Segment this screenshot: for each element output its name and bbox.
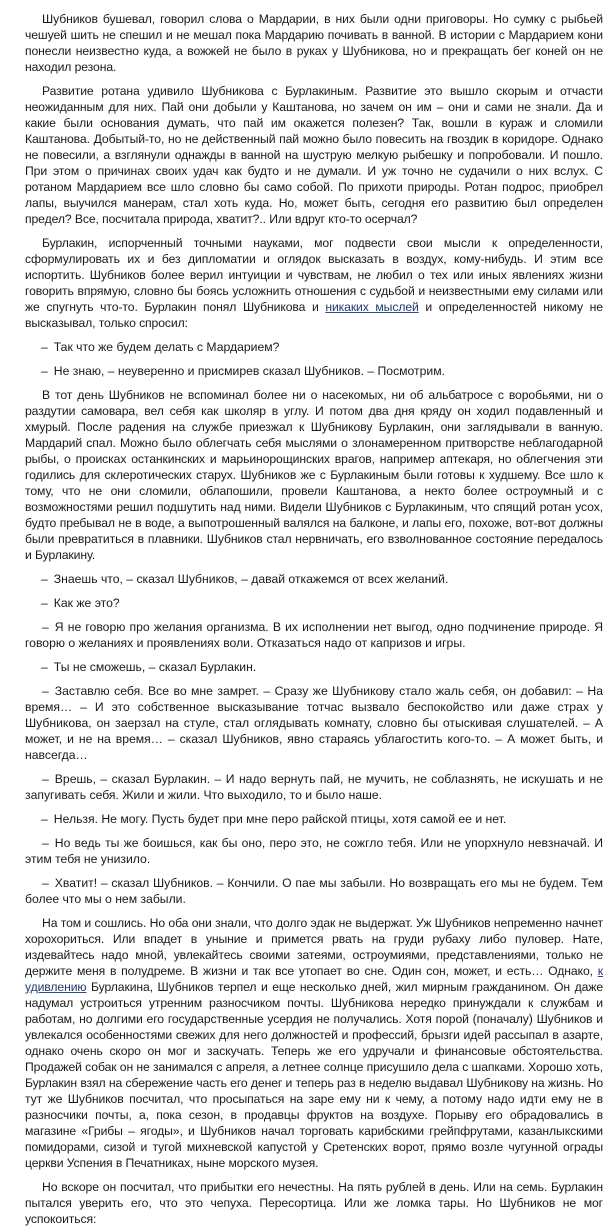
dialogue-paragraph <box>25 771 603 803</box>
dialogue-text: Я не говорю про желания организма. В их исполнении нет выгод, одно подчинение природе. Я говорю о желаниях и проявлениях воли. Отказаться надо от капризов и игры. <box>25 620 603 650</box>
paragraph-text: На том и сошлись. Но оба они знали, что долго эдак не выдержат. Уж Шубников непременно начнет хорохориться. Или впадет в уныние и примется рвать на груди рубаху либо пуловер. Нате, издевайтесь надо мной, увлекайтесь своими затеями, остроумиями, представлениями, только не держите меня в полудреме. В жизни и так все утопает во сне. Один сон, может, и есть… Однако, <box>25 916 603 978</box>
paragraph-text: Бурлакина, Шубников терпел и еще несколько дней, жил мирным гражданином. Он даже надумал устроиться утренним разносчиком почты. Шубникова нередко принуждали к службам и работам, но долгими его государственные усердия не получались. Хотя порой (поначалу) Шубников и увлекался особенностями свежих для него должностей и профессий, брызги идей рассыпал в азарте, однако очень скоро он мог и заскучать. Теперь же его удручали и финансовые обстоятельства. Продажей собак он не занимался с апреля, а летнее солнце присушило дела с шапками. Хорошо хоть, Бурлакин взял на сбережение часть его денег и теперь раз в неделю выдавал Шубникову на жизнь. Но тут же Шубников посчитал, что просыпаться на заре ему ни к чему, а потому надо идти ему не в разносчики почты, а, пока сезон, в продавцы фруктов на воздухе. Порыву его обрадовались в магазине «Грибы – ягоды», и Шубников начал торговать карибскими грейпфрутами, казанлыкскими помидорами, сизой и тугой михневской капустой у Сретенских ворот, прямо возле чугунной ограды церкви Успения в Печатниках, ныне морского музея. <box>25 980 603 1170</box>
dialogue-line <box>25 659 603 675</box>
paragraph: В тот день Шубников не вспоминал более ни о насекомых, ни об альбатросе с воробьями, ни о раздутии самовара, вел себя как школяр в углу. И потом два дня кряду он ходил подавленный и хмурый. После радения на службе приезжал к Шубникову Бурлакин, они заглядывали в ванную. Мардарий спал. Можно было облегчать себя мыслями о злонамеренном притворстве неблагодарной рыбы, о происках останкинских и марьинорощинских врагов, например аптекаря, но облегчения эти годились для склеротических старух. Шубников же с Бурлакиным были готовы к худшему. Все шло к тому, что не они сломили, облапошили, провели Каштанова, а некто более остроумный и с возможностями решил подшутить над ними. Видели Шубников с Бурлакиным, что спящий ротан усох, будто пребывал не в воде, а выпотрошенный валялся на балконе, и лапы его, похоже, вот-вот должны были превратиться в плавники. Шубников стал нервничать, его взволнованное состояние передалось и Бурлакину. <box>25 388 603 562</box>
paragraph-text: Бурлакин, испорченный точными науками, мог подвести свои мысли к определенности, сформулировать их и без дипломатии и оглядок высказать в воздух, кому-нибудь. И этим все испортить. Шубников более верил интуиции и чувствам, не любил о тех или иных явлениях жизни говорить впрямую, словно бы боясь усложнить отношения с судьбой и неизвестными ему силами или же спугнуть что-то. Бурлакин понял Шубникова и <box>25 236 603 314</box>
dialogue-dash: – <box>41 340 48 354</box>
dialogue-text: Хватит! – сказал Шубников. – Кончили. О пае мы забыли. Но возвращать его мы не будем. Тем более что мы о нем забыли. <box>25 876 603 906</box>
dialogue-dash: – <box>42 620 49 634</box>
dialogue-text: Но ведь ты же боишься, как бы оно, перо это, не сожгло тебя. Или не упорхнуло невзначай. И этим тебя не унизило. <box>25 836 603 866</box>
dialogue-text: Как же это? <box>53 596 120 610</box>
dialogue-dash: – <box>41 596 48 610</box>
hyperlink-nikakih-mysley[interactable]: никаких мыслей <box>325 300 419 314</box>
dialogue-paragraph <box>25 875 603 907</box>
paragraph: Но вскоре он посчитал, что прибытки его нечестны. На пять рублей в день. Или на семь. Бурлакин пытался уверить его, что это чепуха. Пересортица. Или же ломка тары. Но Шубников не мог успокоиться: <box>25 1180 603 1226</box>
dialogue-dash: – <box>41 660 48 674</box>
dialogue-line <box>25 363 603 379</box>
dialogue-paragraph <box>25 683 603 763</box>
paragraph <box>25 915 603 1171</box>
dialogue-text: Знаешь что, – сказал Шубников, – давай откажемся от всех желаний. <box>53 572 449 586</box>
dialogue-line <box>25 339 603 355</box>
dialogue-line <box>25 571 603 587</box>
dialogue-dash: – <box>41 812 48 826</box>
dialogue-dash: – <box>42 772 49 786</box>
paragraph: Шубников бушевал, говорил слова о Мардарии, в них были одни приговоры. Но сумку с рыбьей чешуей шить не спешил и не мешал пока Мардарию почивать в ванной. В истории с Мардарием кони понесли неизвестно куда, а вожжей не было в руках у Шубникова, но и прекращать бег коней он не находил резона. <box>25 12 603 74</box>
dialogue-text: Ты не сможешь, – сказал Бурлакин. <box>53 660 257 674</box>
dialogue-dash: – <box>41 572 48 586</box>
dialogue-dash: – <box>42 876 49 890</box>
dialogue-paragraph <box>25 835 603 867</box>
hyperlink-k-udivleniyu[interactable]: к удивлению <box>25 964 603 994</box>
dialogue-paragraph <box>25 619 603 651</box>
dialogue-dash: – <box>41 364 48 378</box>
dialogue-text: Не знаю, – неуверенно и присмирев сказал Шубников. – Посмотрим. <box>53 364 445 378</box>
dialogue-line <box>25 811 603 827</box>
dialogue-line <box>25 595 603 611</box>
dialogue-text: Так что же будем делать с Мардарием? <box>53 340 280 354</box>
paragraph <box>25 235 603 331</box>
dialogue-dash: – <box>42 836 49 850</box>
paragraph: Развитие ротана удивило Шубникова с Бурлакиным. Развитие это вышло скорым и отчасти неожиданным для них. Пай они добыли у Каштанова, но зачем он им – они и сами не знали. Да и какие были основания думать, что пай им окажется полезен? Так, вошли в кураж и сломили Каштанова. Добытый-то, но не действенный пай можно было повесить на гвоздик в коридоре. Однако не повесили, а взглянули однажды в ванной на шуструю мелкую рыбешку и попробовали. И пошло. При этом о причинах своих удач как будто и не думали. И уж точно не судачили о них вслух. С ротаном Мардарием все шло словно бы само собой. По прихоти природы. Ротан подрос, приобрел лапы, выучился манерам, стал хоть куда. Но, может быть, сегодня его развитию был определен предел? Все, посчитала природа, хватит?.. Или вдруг кто-то осерчал? <box>25 84 603 226</box>
paragraph-text: и определенностей никому не высказывал, только спросил: <box>25 300 603 330</box>
dialogue-text: Заставлю себя. Все во мне замрет. – Сразу же Шубникову стало жаль себя, он добавил: – На время… – И это собственное высказывание тотчас вызвало беспокойство или даже страх у Шубникова, он заерзал на стуле, стал оглядывать комнату, словно бы отыскивая слушателей. – А может, и не на время… – сказал Шубников, явно стараясь ублагостить кого-то. – А может быть, и навсегда… <box>25 684 603 762</box>
dialogue-dash: – <box>42 684 49 698</box>
dialogue-text: Нельзя. Не могу. Пусть будет при мне перо райской птицы, хотя самой ее и нет. <box>53 812 507 826</box>
dialogue-text: Врешь, – сказал Бурлакин. – И надо вернуть пай, не мучить, не соблазнять, не искушать и не запугивать себя. Жили и жили. Что выходило, то и было наше. <box>25 772 603 802</box>
